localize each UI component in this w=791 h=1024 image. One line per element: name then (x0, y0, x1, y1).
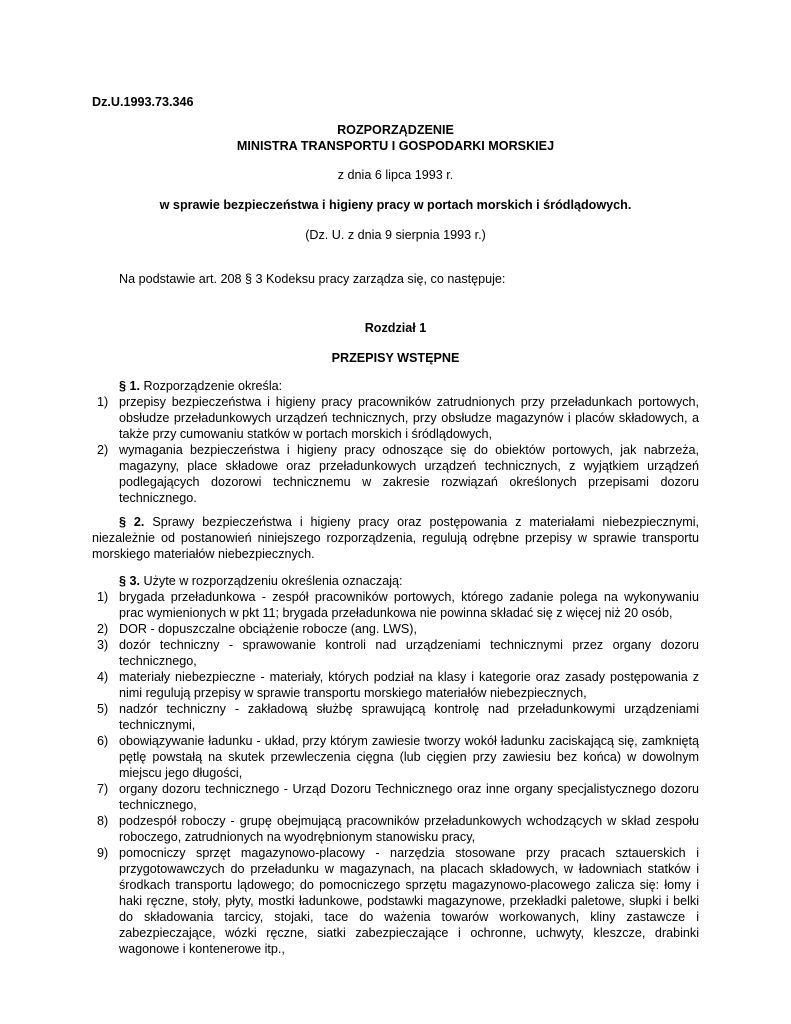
section-2 (92, 514, 699, 562)
list-item-text: wymagania bezpieczeństwa i higieny pracy odnoszące się do obiektów portowych, jak nabrzeża, magazyny, place składowe oraz przeładunkowych urządzeń technicznych, z wyjątkiem urządzeń podlegających dozorowi technicznemu w zakresie rozwiązań określonych przepisami dozoru technicznego. (119, 443, 699, 505)
list-item (97, 813, 699, 845)
publication-info: (Dz. U. z dnia 9 sierpnia 1993 r.) (305, 228, 486, 242)
list-item (97, 442, 699, 506)
list-item-number: 3) (97, 638, 109, 652)
section-2-text: Sprawy bezpieczeństwa i higieny pracy oraz postępowania z materiałami niebezpiecznymi, niezależnie od postanowień niniejszego rozporządzenia, regulują odrębne przepisy w sprawie transportu morskiego materiałów niebezpiecznych. (92, 515, 699, 561)
list-item-number: 5) (97, 702, 109, 716)
list-item-text: obowiązywanie ładunku - układ, przy którym zawiesie tworzy wokół ładunku zaciskającą się, zamkniętą pętlę powstałą na skutek przewleczenia cięgna (lub cięgien przy zawiesiu bez końca) w dowolnym miejscu jego długości, (119, 734, 699, 780)
title-line-2: MINISTRA TRANSPORTU I GOSPODARKI MORSKIEJ (236, 139, 555, 153)
list-item-text: DOR - dopuszczalne obciążenie robocze (ang. LWS), (119, 622, 417, 636)
section-1-intro-text: Rozporządzenie określa: (140, 379, 283, 393)
section-3-list (97, 589, 699, 957)
legal-basis: Na podstawie art. 208 § 3 Kodeksu pracy zarządza się, co następuje: (119, 272, 506, 286)
list-item-text: materiały niebezpieczne - materiały, których podział na klasy i kategorie oraz zasady postępowania z nimi regulują przepisy w sprawie transportu morskiego materiałów niebezpiecznych, (119, 670, 699, 700)
list-item-number: 2) (97, 622, 109, 636)
document-id: Dz.U.1993.73.346 (92, 95, 194, 109)
list-item (97, 733, 699, 781)
section-2-mark: § 2. (119, 515, 145, 529)
list-item-text: dozór techniczny - sprawowanie kontroli nad urządzeniami technicznymi przez organy dozoru technicznego, (119, 638, 699, 668)
list-item-number: 1) (97, 395, 109, 409)
list-item (97, 589, 699, 621)
list-item-text: pomocniczy sprzęt magazynowo-placowy - narzędzia stosowane przy pracach sztauerskich i przygotowawczych do przeładunku w magazynach, na placach składowych, w ładowniach statków i środkach transportu lądowego; do pomocniczego sprzętu magazynowo-placowego zalicza się: łomy i haki ręczne, stoły, płyty, mostki ładunkowe, podstawki magazynowe, przekładki paletowe, słupki i belki do składowania tarcicy, stojaki, tace do ważenia towarów workowanych, kliny zastawcze i zabezpieczające, wózki ręczne, siatki zabezpieczające i ochronne, uchwyty, kleszcze, drabinki wagonowe i kontenerowe itp., (119, 846, 699, 956)
list-item-number: 2) (97, 443, 109, 457)
section-1-list (97, 394, 699, 506)
list-item (97, 781, 699, 813)
section-1-intro (119, 378, 282, 394)
list-item (97, 701, 699, 733)
list-item-number: 8) (97, 814, 109, 828)
chapter-number: Rozdział 1 (364, 321, 427, 335)
list-item (97, 394, 699, 442)
list-item-number: 7) (97, 782, 109, 796)
list-item (97, 669, 699, 701)
list-item-number: 4) (97, 670, 109, 684)
list-item-text: podzespół roboczy - grupę obejmującą pracowników przeładunkowych wchodzących w skład zespołu roboczego, zatrudnionych na wyodrębnionym stanowisku pracy, (119, 814, 699, 844)
list-item-number: 1) (97, 590, 109, 604)
list-item (97, 637, 699, 669)
list-item (97, 621, 699, 637)
document-date: z dnia 6 lipca 1993 r. (337, 168, 454, 182)
chapter-title: PRZEPISY WSTĘPNE (331, 351, 460, 365)
section-3-intro (119, 573, 403, 589)
list-item-text: brygada przeładunkowa - zespół pracowników portowych, którego zadanie polega na wykonywaniu prac wymienionych w pkt 11; brygada przeładunkowa nie powinna składać się z więcej niż 20 osób, (119, 590, 699, 620)
section-3-mark: § 3. (119, 574, 141, 588)
section-1-mark: § 1. (119, 379, 141, 393)
list-item-text: nadzór techniczny - zakładową służbę sprawującą kontrolę nad przeładunkowymi urządzeniami technicznymi, (119, 702, 699, 732)
list-item-number: 9) (97, 846, 109, 860)
list-item-text: organy dozoru technicznego - Urząd Dozoru Technicznego oraz inne organy specjalistycznego dozoru technicznego, (119, 782, 699, 812)
document-subject: w sprawie bezpieczeństwa i higieny pracy w portach morskich i śródlądowych. (159, 198, 632, 212)
section-3-intro-text: Użyte w rozporządzeniu określenia oznaczają: (140, 574, 403, 588)
title-line-1: ROZPORZĄDZENIE (337, 123, 454, 137)
list-item-number: 6) (97, 734, 109, 748)
list-item-text: przepisy bezpieczeństwa i higieny pracy pracowników zatrudnionych przy przeładunkach portowych, obsłudze przeładunkowych urządzeń technicznych, przy obsłudze magazynów i placów składowych, a także przy cumowaniu statków w portach morskich i śródlądowych, (119, 395, 699, 441)
list-item (97, 845, 699, 957)
